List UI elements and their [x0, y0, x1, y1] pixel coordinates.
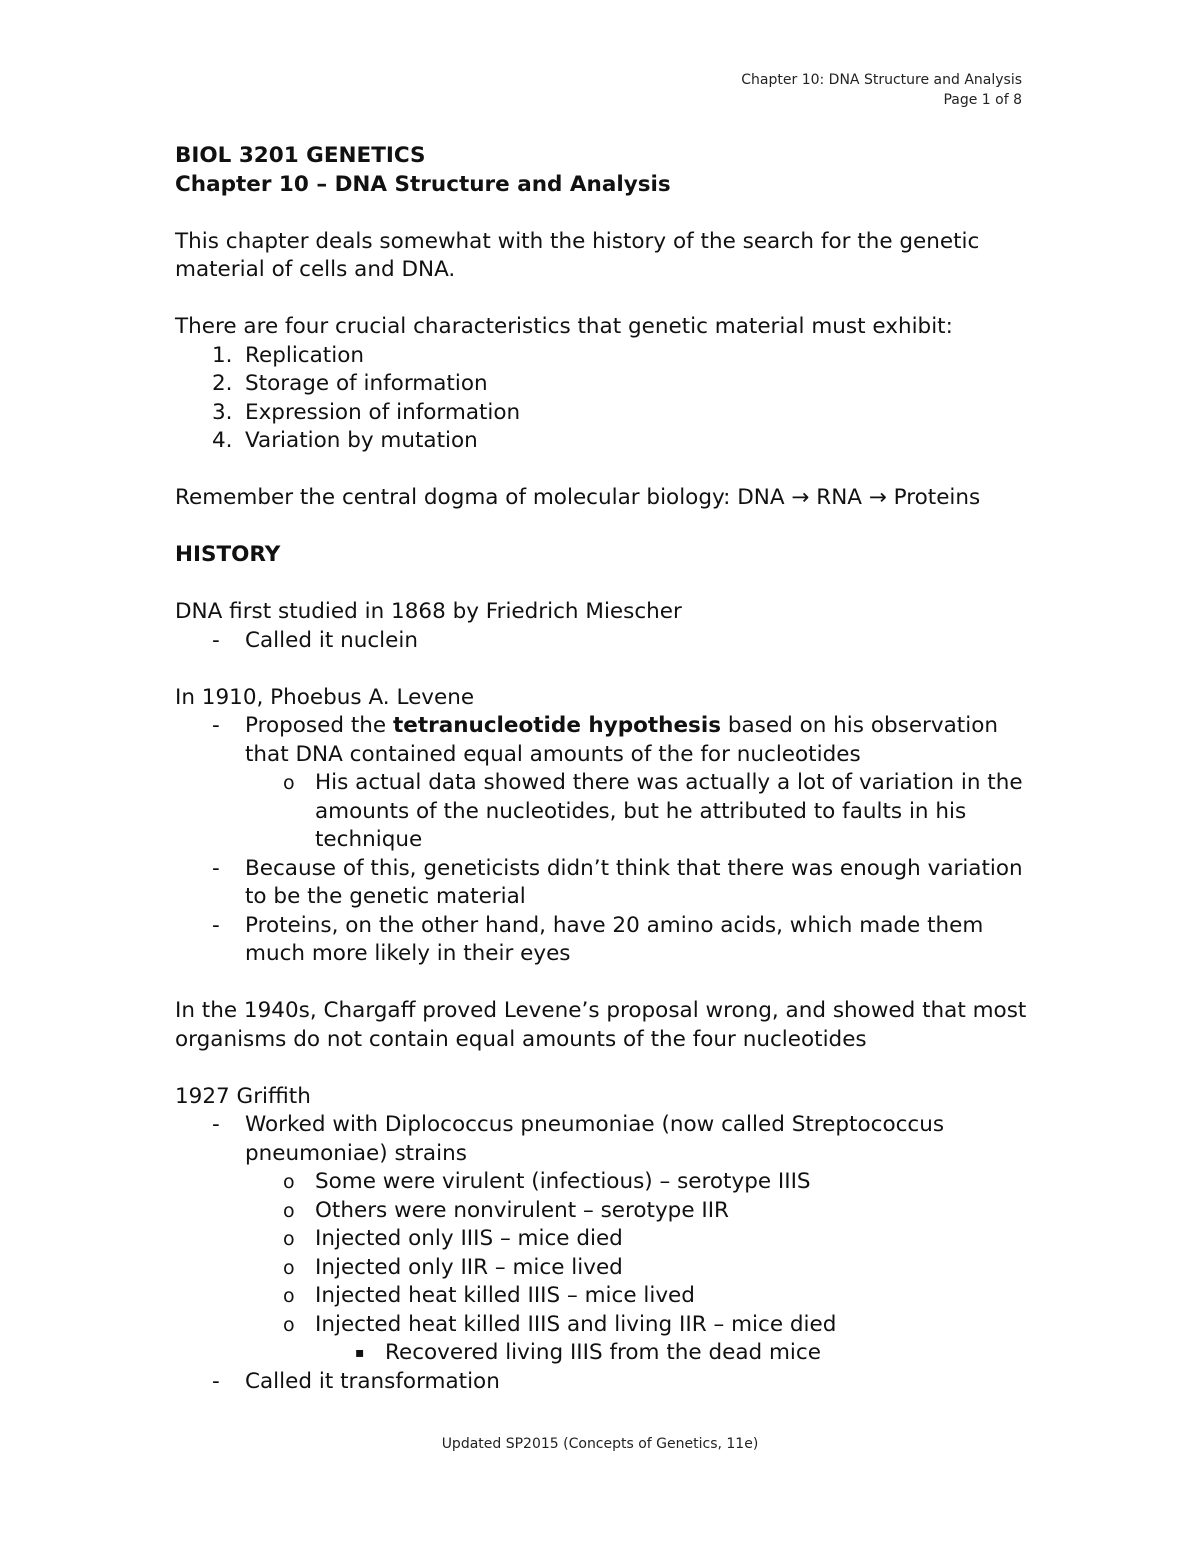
list-item: - Proteins, on the other hand, have 20 amino acids, which made them much more likely in their eyes	[212, 912, 984, 966]
miescher-lead: DNA first studied in 1868 by Friedrich Miescher	[175, 599, 682, 624]
characteristics-lead: There are four crucial characteristics that genetic material must exhibit:	[175, 314, 953, 339]
list-item: - Proposed the tetranucleotide hypothesis based on his observation that DNA contained equal amounts of the for nucleotides o His actual data showed there was actually a lot of variation in the amounts of the nucleotides, but he attributed to faults in his technique	[175, 712, 1035, 855]
list-item: - Because of this, geneticists didn’t think that there was enough variation to be the genetic material	[212, 855, 1023, 909]
page-footer: Updated SP2015 (Concepts of Genetics, 11e)	[441, 1436, 759, 1452]
griffith-list	[175, 1111, 1035, 1396]
list-item: ▪ Recovered living IIIS from the dead mice	[315, 1339, 1035, 1368]
list-item: 3. Expression of information	[212, 399, 521, 425]
running-header	[741, 70, 1022, 110]
characteristics-list	[175, 342, 1035, 456]
intro-paragraph: This chapter deals somewhat with the history of the search for the genetic material of cells and DNA.	[175, 228, 980, 282]
header-chapter: Chapter 10: DNA Structure and Analysis	[741, 72, 1022, 88]
list-item: 2. Storage of information	[212, 371, 488, 396]
square-bullet-icon: ▪	[355, 1345, 365, 1361]
list-item: - Called it nuclein	[212, 627, 418, 653]
central-dogma: Remember the central dogma of molecular biology: DNA → RNA → Proteins	[175, 485, 981, 510]
header-page-number: Page 1 of 8	[943, 92, 1022, 108]
list-item: - Worked with Diplococcus pneumoniae (now called Streptococcus pneumoniae) strains o Some were virulent (infectious) – serotype IIIS o Others were nonvirulent – serotype IIR o Injected only IIIS – mice died o Injected only IIR – mice lived o Injected heat killed IIIS – mice lived o Injected heat killed IIIS and living IIR – mice died ▪ Recovered living IIIS from the dead mice	[175, 1111, 1035, 1368]
document-body	[175, 142, 1035, 1396]
list-item: o Some were virulent (infectious) – serotype IIIS	[283, 1169, 811, 1194]
griffith-lead: 1927 Griffith	[175, 1083, 311, 1109]
griffith-sublist	[245, 1168, 1035, 1368]
miescher-list	[175, 627, 1035, 656]
course-title: BIOL 3201 GENETICS	[175, 143, 426, 168]
list-item: o Others were nonvirulent – serotype IIR	[283, 1197, 730, 1223]
history-heading: HISTORY	[175, 542, 281, 567]
term-tetranucleotide-hypothesis: tetranucleotide hypothesis	[392, 713, 721, 738]
griffith-subsublist	[315, 1339, 1035, 1368]
levene-lead: In 1910, Phoebus A. Levene	[175, 684, 475, 710]
chapter-title: Chapter 10 – DNA Structure and Analysis	[175, 171, 671, 197]
list-item: o Injected only IIIS – mice died	[283, 1226, 623, 1251]
list-item: o Injected heat killed IIIS and living IIR – mice died ▪ Recovered living IIIS from the dead mice	[245, 1311, 1035, 1368]
list-item: 4. Variation by mutation	[212, 428, 478, 453]
list-item: o Injected heat killed IIIS – mice lived	[283, 1283, 695, 1308]
list-item: 1. Replication	[212, 342, 364, 368]
list-item: - Called it transformation	[212, 1368, 500, 1394]
list-item: o His actual data showed there was actually a lot of variation in the amounts of the nucleotides, but he attributed to faults in his technique	[283, 770, 1023, 852]
chargaff-paragraph: In the 1940s, Chargaff proved Levene’s proposal wrong, and showed that most organisms do not contain equal amounts of the four nucleotides	[175, 998, 1027, 1052]
list-item: o Injected only IIR – mice lived	[283, 1254, 623, 1280]
levene-list	[175, 712, 1035, 969]
levene-sublist	[245, 769, 1035, 855]
